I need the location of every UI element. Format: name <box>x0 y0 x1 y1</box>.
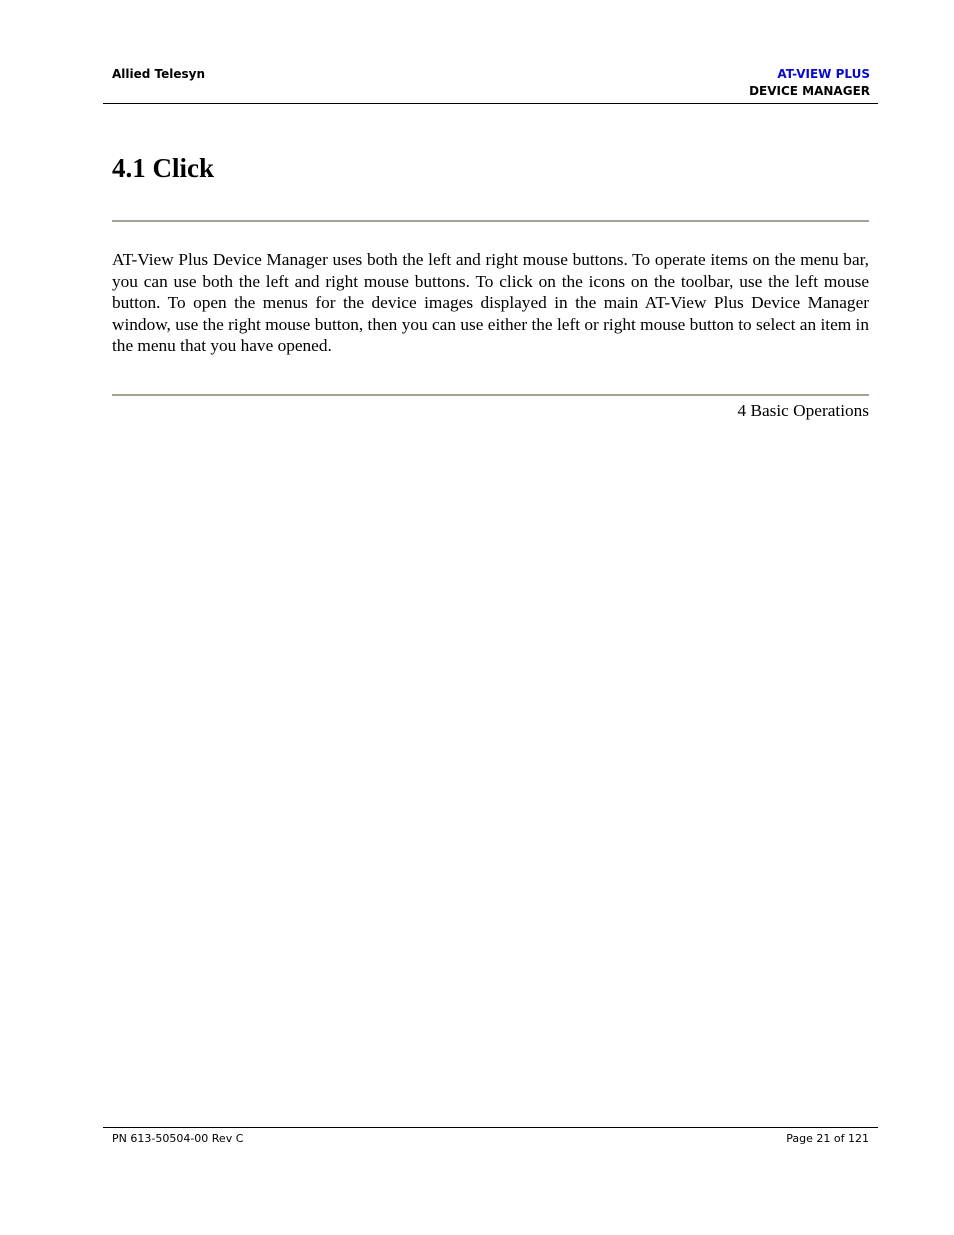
header-module: DEVICE MANAGER <box>749 84 870 98</box>
section-body: AT-View Plus Device Manager uses both the left and right mouse buttons. To operate items on the menu bar, you can use both the left and right mouse buttons. To click on the icons on the toolbar, use the left mouse button. To open the menus for the device images displayed in the main AT-View Plus Device Manager window, use the right mouse button, then you can use either the left or right mouse button to select an item in the menu that you have opened. <box>112 250 869 356</box>
chapter-reference: 4 Basic Operations <box>737 401 869 420</box>
section-divider-bottom <box>112 394 869 396</box>
footer-divider <box>103 1127 878 1128</box>
header-divider <box>103 103 878 104</box>
header-product: AT-VIEW PLUS <box>777 67 870 81</box>
header-product-block <box>749 66 870 100</box>
footer-part-number: PN 613-50504-00 Rev C <box>112 1132 244 1145</box>
section-title: 4.1 Click <box>112 153 215 183</box>
footer-page-number: Page 21 of 121 <box>786 1132 869 1145</box>
section-divider-top <box>112 220 869 222</box>
header-company: Allied Telesyn <box>112 67 206 81</box>
